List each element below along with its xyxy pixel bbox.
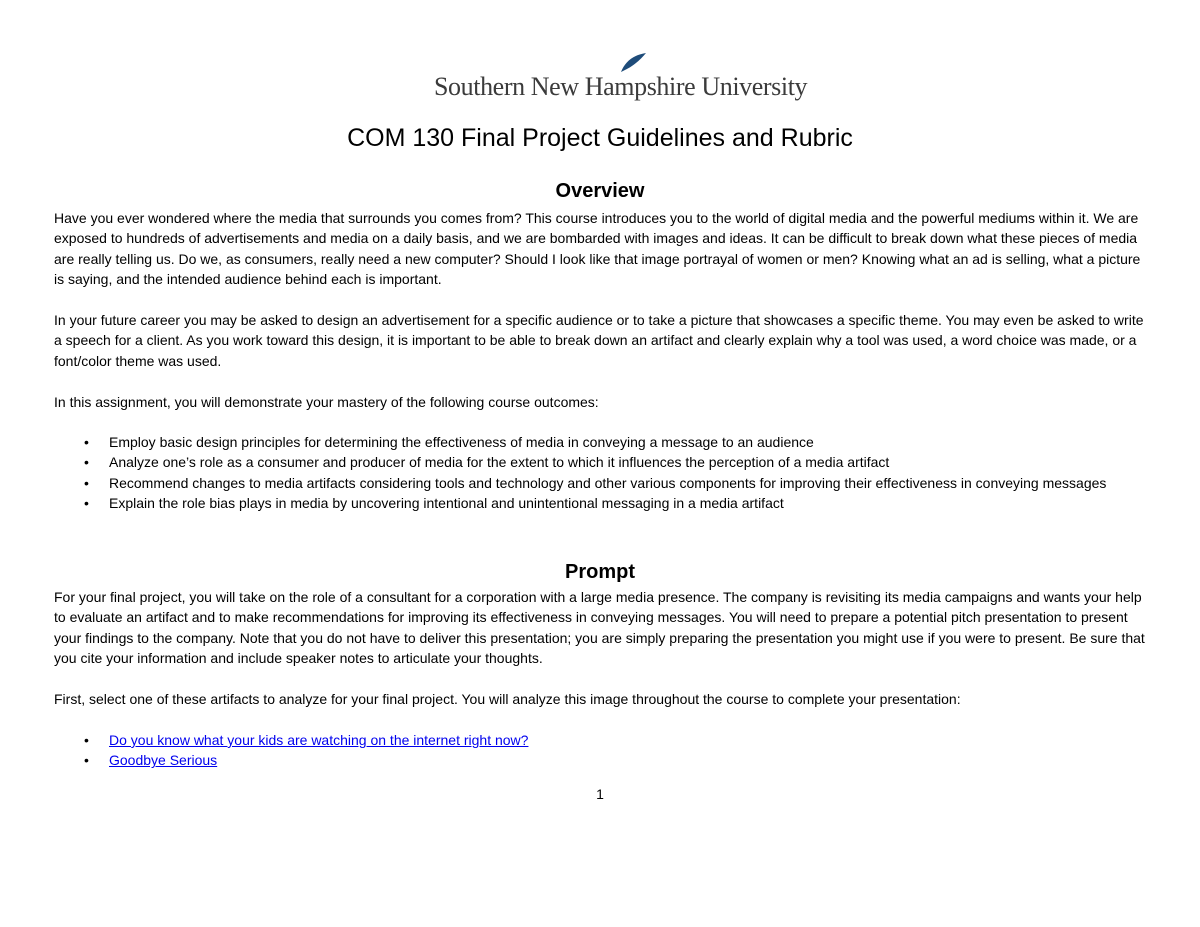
artifacts-list <box>54 730 1146 771</box>
artifact-link-kids-watching[interactable]: Do you know what your kids are watching on the internet right now? <box>109 732 529 748</box>
artifact-link-goodbye-serious[interactable]: Goodbye Serious <box>109 752 218 769</box>
overview-heading: Overview <box>555 180 645 202</box>
overview-paragraph-1: Have you ever wondered where the media that surrounds you comes from? This course introduces you to the world of digital media and the powerful mediums within it. We are exposed to hundreds of advertisements and media on a daily basis, and we are bombarded with images and ideas. It can be difficult to break down what these pieces of media are really telling us. Do we, as consumers, really need a new computer? Should I look like that image portrayal of women or men? Knowing what an ad is selling, what a picture is saying, and the intended audience behind each is important. <box>54 210 1141 288</box>
overview-paragraph-3: In this assignment, you will demonstrate your mastery of the following course outcomes: <box>54 394 599 410</box>
bullet-icon: • <box>84 454 89 471</box>
bullet-icon: • <box>84 495 89 512</box>
list-item <box>54 432 1146 452</box>
list-item <box>54 493 1146 513</box>
logo-wordmark: Southern New Hampshire University <box>434 72 808 101</box>
prompt-heading: Prompt <box>565 561 635 583</box>
bullet-icon: • <box>84 752 89 769</box>
prompt-paragraph-1: For your final project, you will take on the role of a consultant for a corporation with a large media presence. The company is revisiting its media campaigns and wants your help to evaluate an artifact and to make recommendations for improving its effectiveness in conveying messages. You will need to prepare a potential pitch presentation to present your findings to the company. Note that you do not have to deliver this presentation; you are simply preparing the presentation you might use if you were to present. Be sure that you cite your information and include speaker notes to articulate your thoughts. <box>54 589 1145 667</box>
bullet-icon: • <box>84 434 89 450</box>
overview-paragraph-2: In your future career you may be asked to design an advertisement for a specific audience or to take a picture that showcases a specific theme. You may even be asked to write a speech for a client. As you work toward this design, it is important to be able to break down an artifact and clearly explain why a tool was used, a word choice was made, or a font/color theme was used. <box>54 312 1144 369</box>
bullet-icon: • <box>84 474 89 491</box>
document-title: COM 130 Final Project Guidelines and Rubric <box>347 124 853 152</box>
leaf-shape <box>621 53 646 72</box>
list-item <box>54 452 1146 472</box>
page-number: 1 <box>596 786 604 802</box>
outcome-text: Explain the role bias plays in media by uncovering intentional and unintentional messaging in a media artifact <box>109 495 784 512</box>
university-logo <box>434 52 808 104</box>
outcome-text: Analyze one’s role as a consumer and producer of media for the extent to which it influences the perception of a media artifact <box>109 454 890 471</box>
prompt-paragraph-2: First, select one of these artifacts to analyze for your final project. You will analyze this image throughout the course to complete your presentation: <box>54 691 961 707</box>
list-item <box>54 473 1146 493</box>
course-outcomes-list <box>54 432 1146 514</box>
outcome-text: Recommend changes to media artifacts considering tools and technology and other various components for improving their effectiveness in conveying messages <box>109 474 1107 491</box>
leaf-icon <box>619 52 647 74</box>
bullet-icon: • <box>84 732 89 748</box>
outcome-text: Employ basic design principles for determining the effectiveness of media in conveying a message to an audience <box>109 434 814 450</box>
list-item <box>54 750 1146 770</box>
list-item <box>54 730 1146 750</box>
